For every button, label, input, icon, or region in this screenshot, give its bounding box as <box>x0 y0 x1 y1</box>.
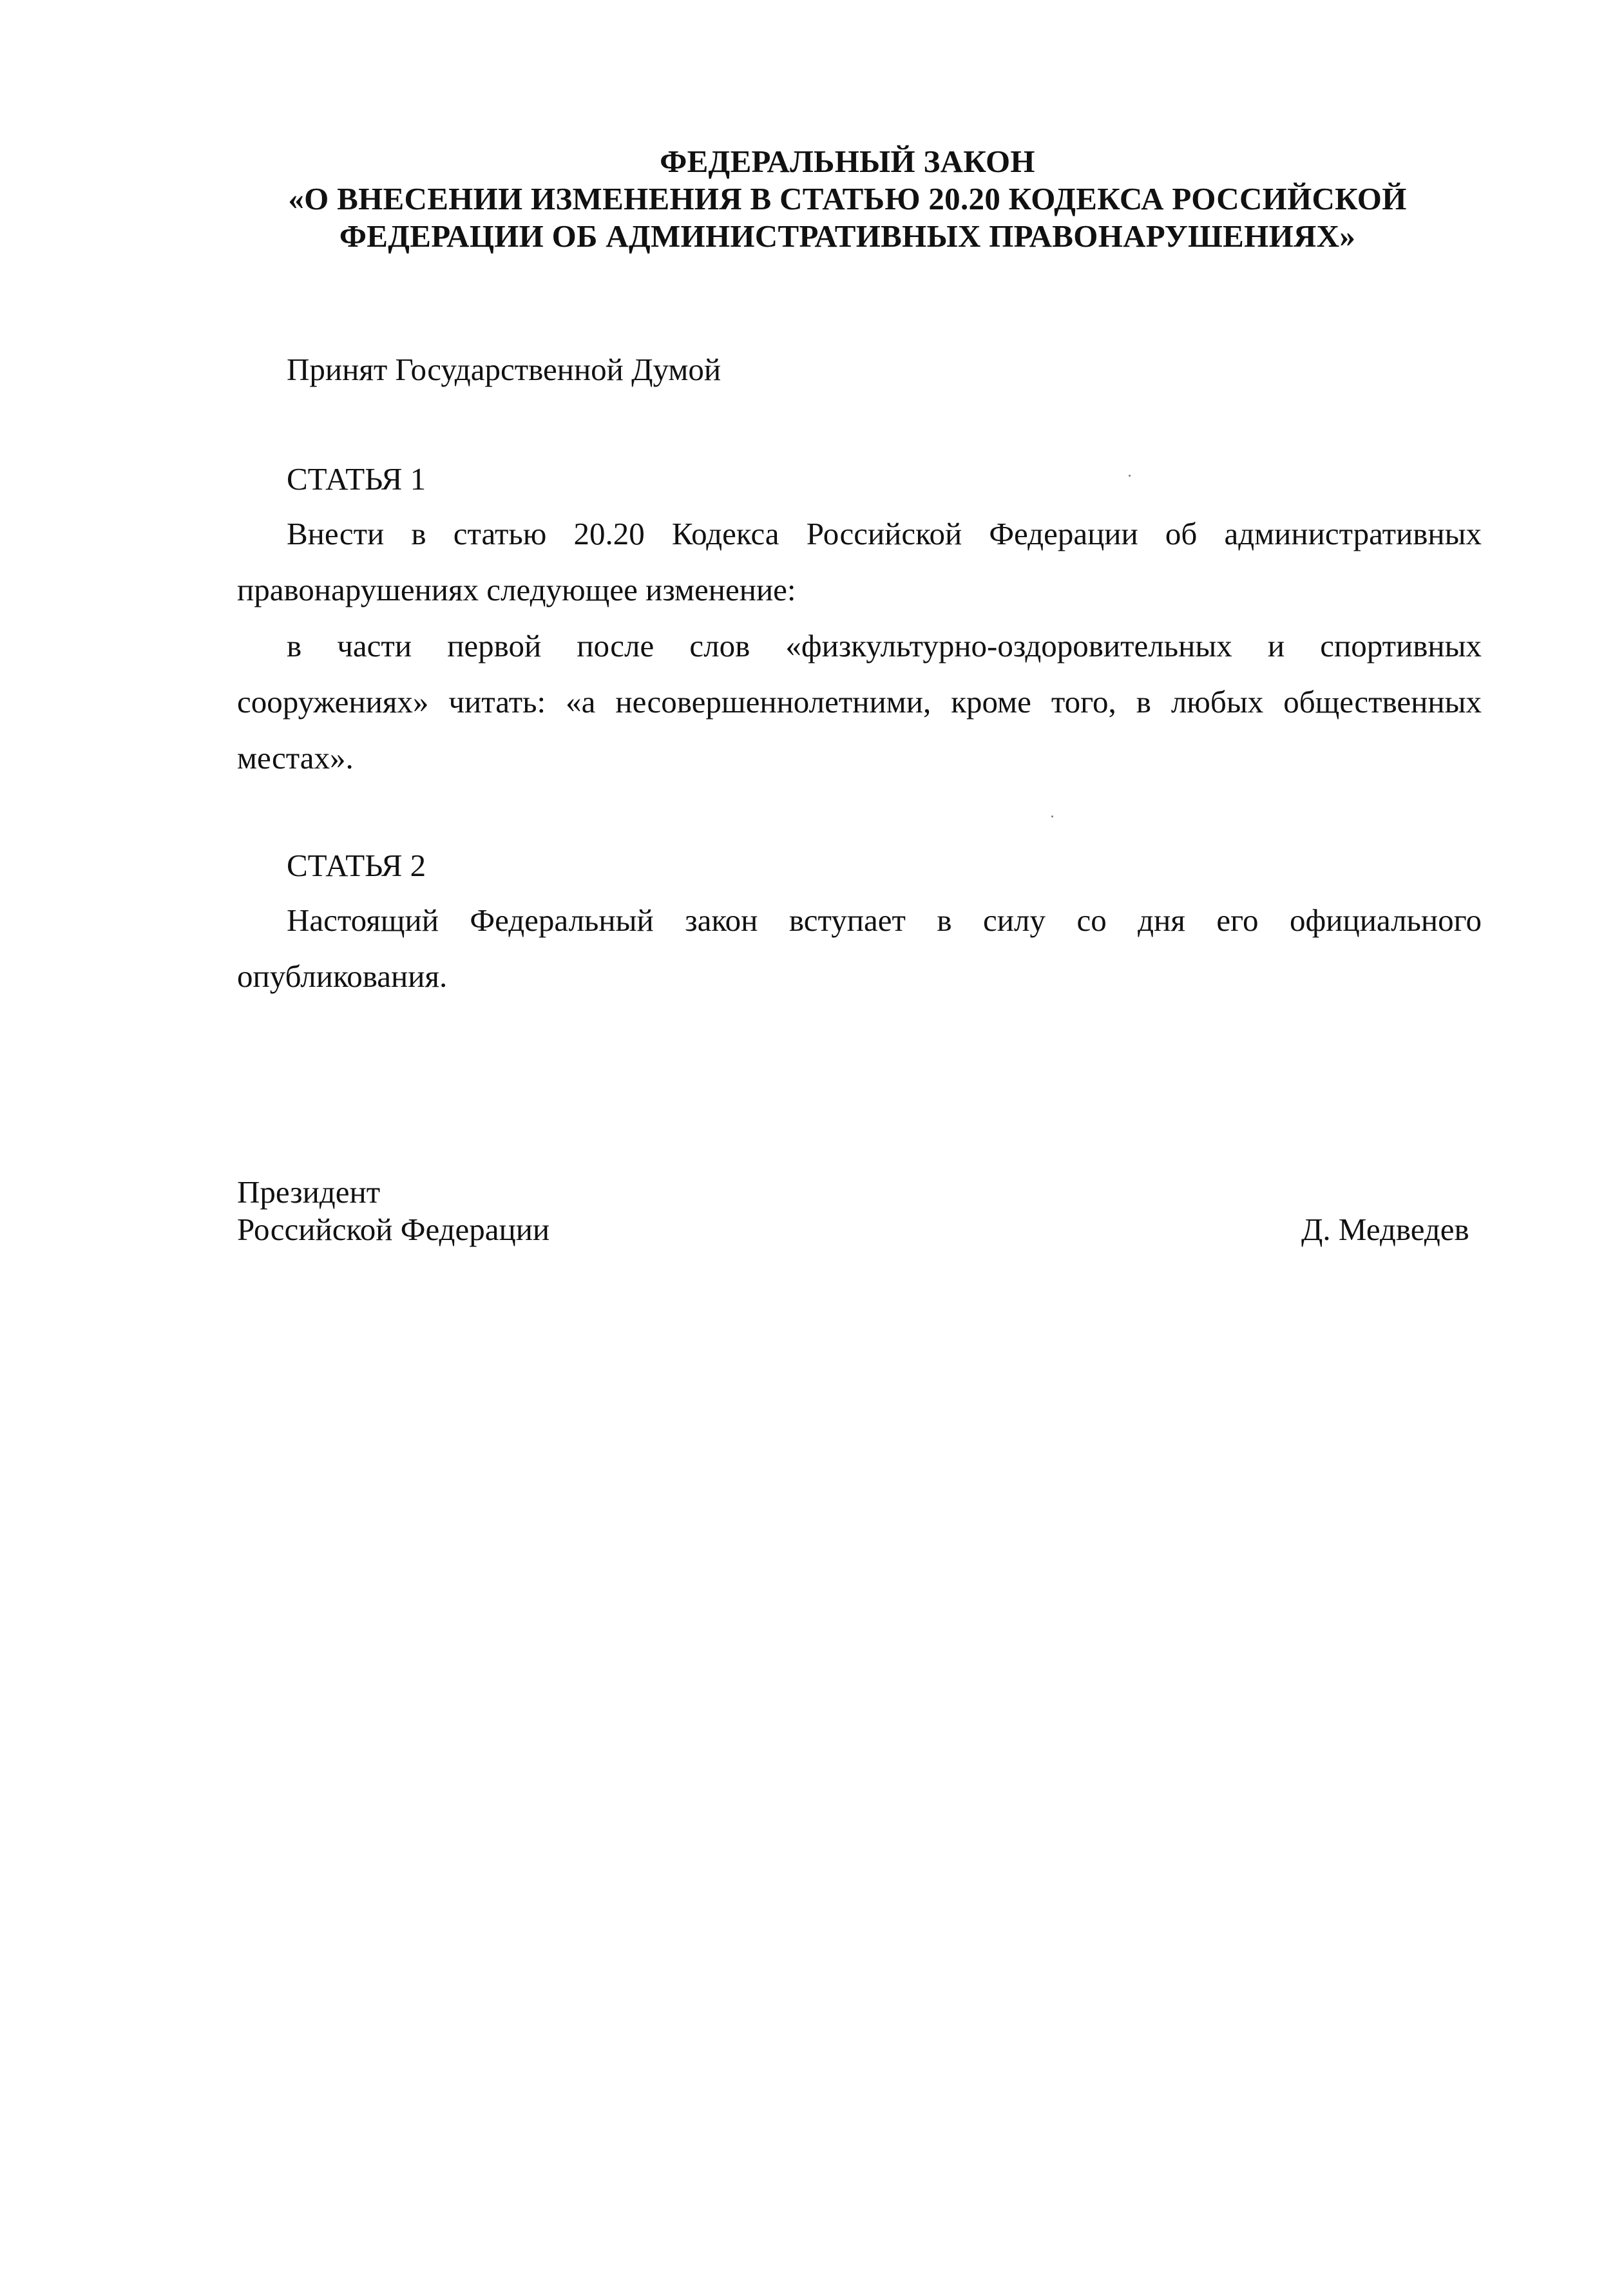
title-line-3: ФЕДЕРАЦИИ ОБ АДМИНИСТРАТИВНЫХ ПРАВОНАРУШЕНИЯХ» <box>339 218 1356 254</box>
title-line-1: ФЕДЕРАЛЬНЫЙ ЗАКОН <box>660 144 1035 179</box>
article-1-heading-text: СТАТЬЯ 1 <box>287 461 426 497</box>
signatory-position <box>237 1174 549 1248</box>
article-1-paragraph-1: Внести в статью 20.20 Кодекса Российской Федерации об административных правонарушениях следующее изменение: <box>237 516 1482 607</box>
law-title <box>35 143 1624 255</box>
signatory-name: Д. Медведев <box>1301 1212 1469 1247</box>
article-1-paragraph-2: в части первой после слов «физкультурно-оздоровительных и спортивных сооружениях» читать: «а несовершеннолетними, кроме того, в любых общественных местах». <box>237 628 1482 776</box>
title-line-2: «О ВНЕСЕНИИ ИЗМЕНЕНИЯ В СТАТЬЮ 20.20 КОДЕКСА РОССИЙСКОЙ <box>288 181 1407 216</box>
article-2-heading <box>237 837 1482 893</box>
adopted-text: Принят Государственной Думой <box>287 352 721 387</box>
signatory-position-line-1: Президент <box>237 1174 381 1210</box>
article-1-heading <box>237 451 1482 507</box>
adopted-by-duma <box>237 341 1482 397</box>
article-1-body <box>237 506 1482 786</box>
scan-speck <box>1051 815 1053 817</box>
article-2-paragraph-1: Настоящий Федеральный закон вступает в силу со дня его официального опубликования. <box>237 902 1482 994</box>
signatory-position-line-2: Российской Федерации <box>237 1212 550 1247</box>
scan-speck <box>1129 475 1131 477</box>
article-2-heading-text: СТАТЬЯ 2 <box>287 848 426 883</box>
article-2-body <box>237 892 1482 1004</box>
